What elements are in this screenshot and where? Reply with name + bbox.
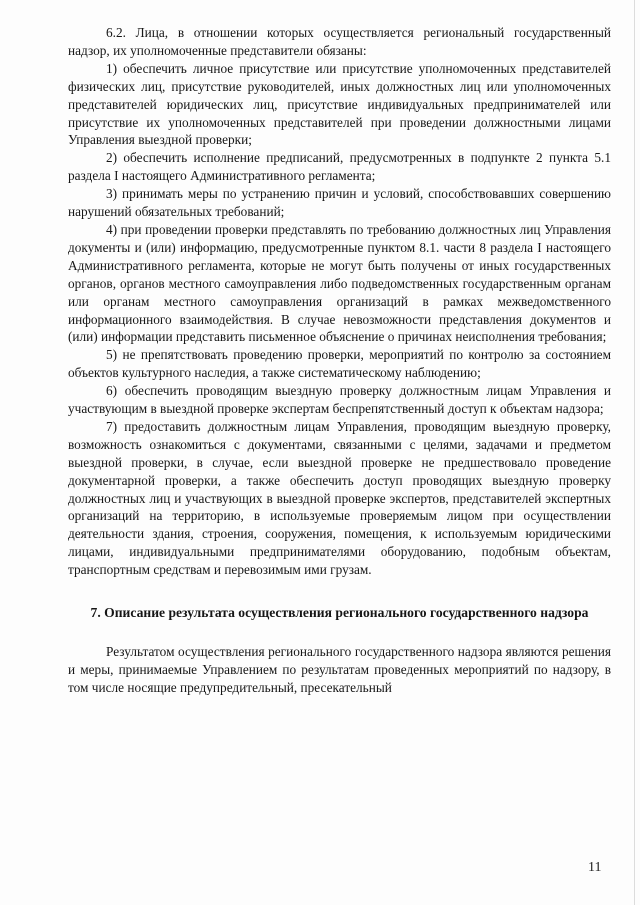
paragraph-item-4: 4) при проведении проверки представлять по требованию должностных лиц Управления документы и (или) информацию, предусмотренные пунктом 8.1. части 8 раздела I настоящего Административного регламента, которые не могут быть получены от иных государственных органов, органов местного самоуправления либо подведомственных государственным органам или органам местного самоуправления организаций в рамках межведомственного информационного взаимодействия. В случае невозможности представления документов и (или) информации представить письменное объяснение о причинах неисполнения требования; (68, 221, 611, 345)
paragraph-item-5: 5) не препятствовать проведению проверки, мероприятий по контролю за состоянием объектов культурного наследия, а также систематическому наблюдению; (68, 347, 611, 381)
section-heading: 7. Описание результата осуществления регионального государственного надзора (90, 605, 589, 621)
paragraph-item-6: 6) обеспечить проводящим выездную проверку должностным лицам Управления и участвующим в выездной проверке экспертам беспрепятственный доступ к объектам надзора; (68, 383, 611, 417)
page-number: 11 (588, 860, 602, 875)
page-body (68, 24, 611, 697)
closing-paragraph: Результатом осуществления регионального государственного надзора являются решения и меры, принимаемые Управлением по результатам проведенных мероприятий по надзору, в том числе носящие предупредительный, пресекательный (68, 644, 611, 695)
paragraph-item-1: 1) обеспечить личное присутствие или присутствие уполномоченных представителей физических лиц, присутствие руководителей, иных должностных лиц или уполномоченных представителей юридических лиц, присутствие индивидуальных предпринимателей или присутствие их уполномоченных представителей при проведении должностными лицами Управления выездной проверки; (68, 60, 611, 148)
paragraph-6-2: 6.2. Лица, в отношении которых осуществляется региональный государственный надзор, их уполномоченные представители обязаны: (68, 25, 611, 58)
paragraph-item-7: 7) предоставить должностным лицам Управления, проводящим выездную проверку, возможность ознакомиться с документами, связанными с целями, задачами и предметом выездной проверки, в случае, если выездной проверке не предшествовало проведение документарной проверки, а также обеспечить доступ проводящих выездную проверку должностных лиц и участвующих в выездной проверке экспертов, представителей экспертных организаций на территорию, в используемые проверяемым лицом при осуществлении деятельности здания, строения, сооружения, помещения, к используемым юридическими лицами, индивидуальными предпринимателями оборудованию, подобным объектам, транспортным средствам и перевозимым ими грузам. (68, 418, 611, 578)
paragraph-item-3: 3) принимать меры по устранению причин и условий, способствовавших совершению нарушений обязательных требований; (68, 186, 611, 220)
paragraph-item-2: 2) обеспечить исполнение предписаний, предусмотренных в подпункте 2 пункта 5.1 раздела I настоящего Административного регламента; (68, 150, 611, 184)
scan-edge-divider (634, 0, 635, 905)
